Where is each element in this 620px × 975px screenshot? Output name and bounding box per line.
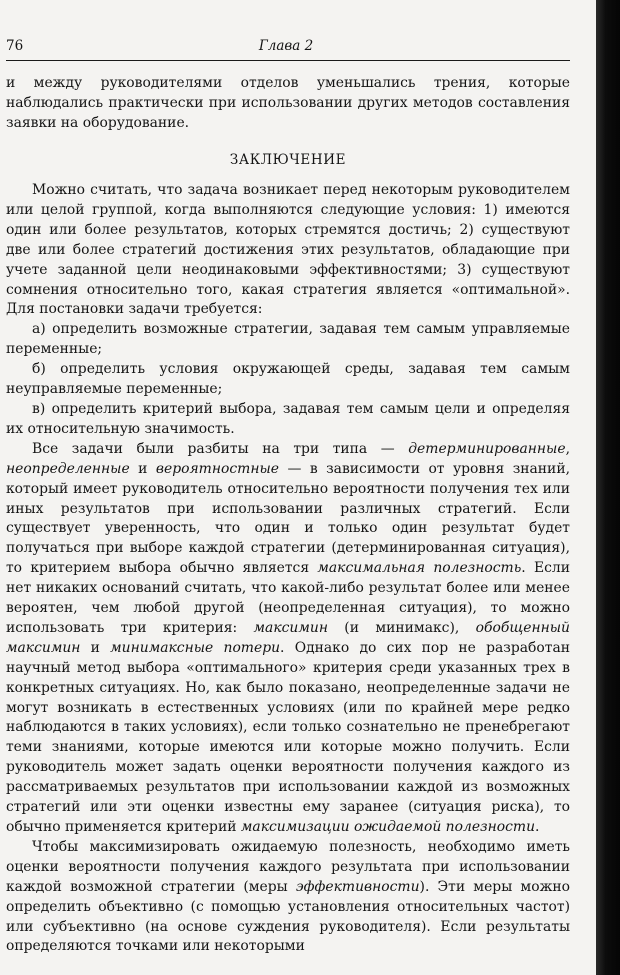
emphasis: обобщенный максимин (6, 619, 571, 656)
continuation-text (6, 74, 570, 134)
emphasis: неопределенные (6, 460, 130, 477)
page-header (6, 36, 566, 58)
page-number: 76 (6, 38, 24, 54)
page-edge-shadow (596, 0, 620, 975)
emphasis: эффективности (295, 878, 420, 895)
emphasis: максимин (253, 619, 328, 636)
paragraph: и между руководителями отделов уменьшались трения, которые наблюдались практически при использовании других методов составления заявки на оборудование. (6, 75, 570, 131)
paragraph: Можно считать, что задача возникает перед некоторым руководителем или целой группой, когда выполняются следующие условия: 1) имеются один или более результатов, которых стремятся достичь; 2) существуют две или более стратегий достижения этих результатов, обладающие при учете заданной цели неодинаковыми эффективностями; 3) существуют сомнения относительно того, какая стратегия является «оптимальной». Для постановки задачи требуется: (6, 182, 570, 318)
paragraph: Все задачи были разбиты на три типа — детерминированные, неопределенные и вероятностные — в зависимости от уровня знаний, который имеет руководитель относительно вероятности получения тех или иных результатов при использовании различных стратегий. Если существует уверенность, что один и только один результат будет получаться при выборе каждой стратегии (детерминированная ситуация), то критерием выбора обычно является максимальная полезность. Если нет никаких оснований считать, что какой-либо результат более или менее вероятен, чем любой другой (неопределенная ситуация), то можно использовать три критерия: максимин (и минимакс), обобщенный максимин и минимаксные потери. Однако до сих пор не разработан научный метод выбора «оптимального» критерия среди указанных трех в конкретных ситуациях. Но, как было показано, неопределенные задачи не могут возникать в естественных условиях (или по крайней мере редко наблюдаются в таких условиях), если только сознательно не пренебрегают теми знаниями, которые имеются или которые можно получить. Если руководитель может задать оценки вероятности получения каждого из рассматриваемых результатов при использовании каждой из возможных стратегий или эти оценки известны ему заранее (ситуация риска), то обычно применяется критерий максимизации ожидаемой полезности. (6, 440, 571, 835)
emphasis: максимальная полезность (317, 560, 522, 577)
list-item: а) определить возможные стратегии, задавая тем самым управляемые переменные; (6, 321, 570, 358)
paragraph: Чтобы максимизировать ожидаемую полезность, необходимо иметь оценки вероятности получения каждого результата при использовании каждой возможной стратегии (меры эффективности). Эти меры можно определить объективно (с помощью установления относительных частот) или субъективно (на основе суждения руководителя). Если результаты определяются точками или некоторыми (6, 838, 570, 955)
header-rule (6, 60, 570, 61)
list-item: б) определить условия окружающей среды, задавая тем самым неуправляемые переменные; (6, 361, 570, 398)
list-item: в) определить критерий выбора, задавая тем самым цели и определяя их относительную значимость. (6, 400, 570, 437)
emphasis: вероятностные (155, 460, 279, 477)
chapter-title: Глава 2 (258, 38, 314, 54)
emphasis: максимизации ожидаемой полезности (240, 819, 536, 835)
body-text (6, 181, 570, 957)
section-heading: ЗАКЛЮЧЕНИЕ (229, 152, 347, 168)
emphasis: минимаксные потери (110, 639, 281, 656)
emphasis: детерминированные (408, 440, 566, 457)
